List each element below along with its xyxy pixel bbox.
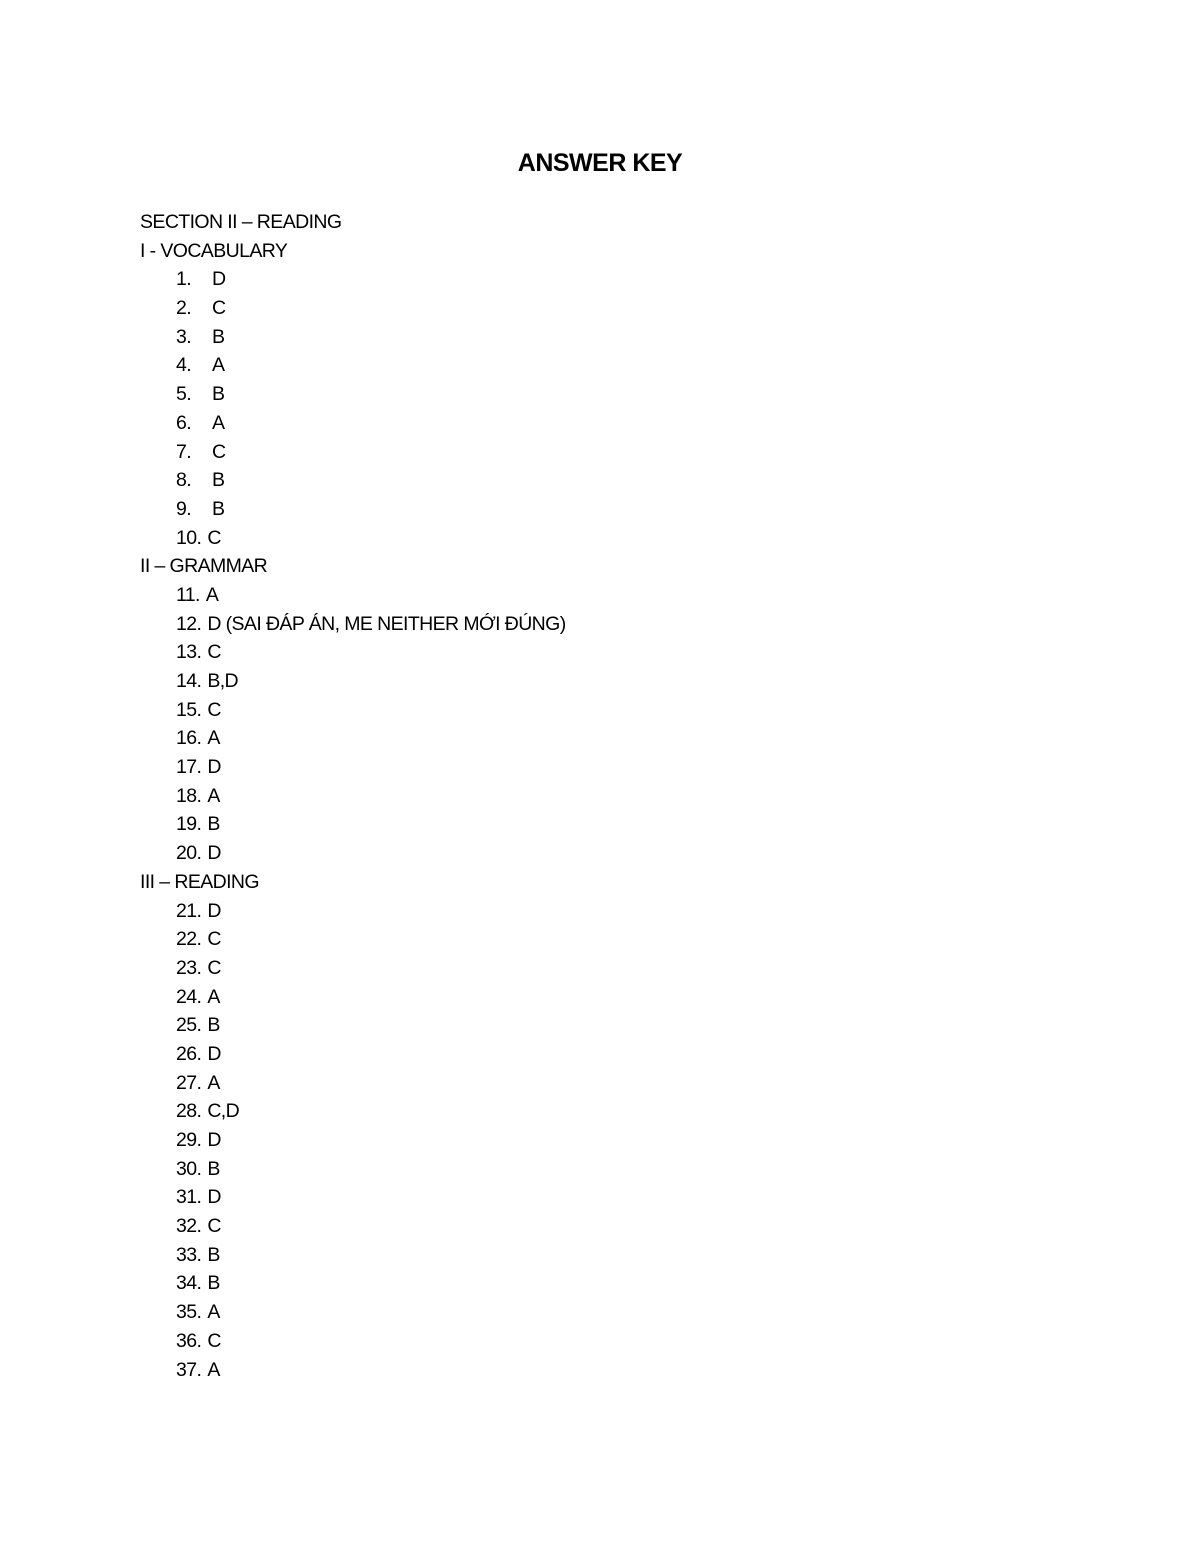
answer-item bbox=[140, 610, 1040, 639]
item-answer: A bbox=[207, 985, 220, 1008]
item-answer: A bbox=[207, 1358, 220, 1381]
item-number: 11. bbox=[176, 583, 200, 606]
item-number: 20. bbox=[176, 842, 202, 865]
part-heading-grammar: II – GRAMMAR bbox=[140, 555, 268, 578]
answer-item bbox=[140, 524, 1040, 553]
item-answer: B bbox=[207, 1157, 220, 1180]
answer-item bbox=[140, 438, 1040, 467]
item-number: 18. bbox=[176, 784, 202, 807]
item-answer: C bbox=[207, 641, 221, 664]
item-answer: C bbox=[207, 526, 221, 549]
answer-item bbox=[140, 1069, 1040, 1098]
item-answer: D bbox=[207, 1042, 221, 1065]
item-answer: A bbox=[212, 411, 225, 434]
item-answer: B bbox=[212, 469, 225, 492]
item-answer: D bbox=[212, 268, 226, 291]
answer-item bbox=[140, 1327, 1040, 1356]
item-number: 4. bbox=[176, 354, 192, 377]
answer-item bbox=[140, 1011, 1040, 1040]
document-title: ANSWER KEY bbox=[517, 149, 683, 177]
item-answer: C,D bbox=[207, 1100, 240, 1123]
item-answer: C bbox=[212, 297, 226, 320]
answer-item bbox=[140, 1298, 1040, 1327]
item-number: 34. bbox=[176, 1272, 202, 1295]
answer-item bbox=[140, 323, 1040, 352]
item-number: 15. bbox=[176, 698, 202, 721]
item-answer: D bbox=[207, 842, 221, 865]
answer-item bbox=[140, 954, 1040, 983]
item-answer: B,D bbox=[207, 670, 239, 692]
item-answer: B bbox=[207, 1014, 220, 1037]
answer-item bbox=[140, 1040, 1040, 1069]
item-number: 21. bbox=[176, 899, 202, 922]
item-answer: A bbox=[207, 1301, 220, 1324]
item-answer: C bbox=[207, 698, 221, 721]
item-number: 3. bbox=[176, 325, 192, 348]
item-answer: B bbox=[207, 1243, 220, 1266]
answer-item bbox=[140, 466, 1040, 495]
answer-item bbox=[140, 1126, 1040, 1155]
answer-item bbox=[140, 1097, 1040, 1126]
section-heading: SECTION II – READING bbox=[140, 211, 342, 233]
item-answer: D (SAI ĐÁP ÁN, ME NEITHER MỚI ĐÚNG) bbox=[207, 612, 566, 635]
item-answer: A bbox=[207, 1071, 220, 1094]
part-heading-vocabulary: I - VOCABULARY bbox=[140, 239, 288, 262]
answer-item bbox=[140, 1241, 1040, 1270]
answer-item bbox=[140, 753, 1040, 782]
item-answer: D bbox=[207, 899, 221, 922]
item-number: 25. bbox=[176, 1014, 202, 1037]
item-answer: B bbox=[207, 813, 220, 836]
answer-item bbox=[140, 1356, 1040, 1385]
item-answer: A bbox=[207, 784, 220, 807]
answer-item bbox=[140, 409, 1040, 438]
answer-item bbox=[140, 897, 1040, 926]
item-number: 28. bbox=[176, 1100, 202, 1123]
item-answer: B bbox=[212, 497, 225, 520]
item-number: 8. bbox=[176, 469, 192, 492]
answer-item bbox=[140, 696, 1040, 725]
item-answer: C bbox=[212, 440, 226, 463]
answer-item bbox=[140, 380, 1040, 409]
answer-item bbox=[140, 638, 1040, 667]
answer-item bbox=[140, 782, 1040, 811]
answer-item bbox=[140, 351, 1040, 380]
item-answer: C bbox=[207, 928, 221, 951]
item-number: 32. bbox=[176, 1215, 202, 1238]
answer-item bbox=[140, 1183, 1040, 1212]
item-answer: D bbox=[207, 756, 221, 779]
item-number: 23. bbox=[176, 956, 202, 979]
item-number: 6. bbox=[176, 411, 192, 434]
item-number: 30. bbox=[176, 1157, 202, 1180]
item-answer: B bbox=[212, 383, 225, 406]
item-number: 9. bbox=[176, 497, 192, 520]
item-answer: A bbox=[205, 583, 219, 606]
item-number: 17. bbox=[176, 756, 202, 779]
item-number: 2. bbox=[176, 297, 192, 320]
item-number: 7. bbox=[176, 440, 192, 463]
item-number: 33. bbox=[176, 1243, 202, 1266]
item-number: 37. bbox=[176, 1358, 202, 1381]
item-answer: C bbox=[207, 1215, 221, 1238]
item-number: 13. bbox=[176, 641, 202, 664]
item-number: 10. bbox=[176, 526, 202, 549]
answer-item bbox=[140, 265, 1040, 294]
item-answer: C bbox=[207, 1329, 221, 1352]
item-number: 22. bbox=[176, 928, 202, 951]
part-heading-reading: III – READING bbox=[140, 870, 259, 893]
answer-item bbox=[140, 839, 1040, 868]
item-number: 29. bbox=[176, 1129, 202, 1151]
answer-item bbox=[140, 925, 1040, 954]
item-number: 12. bbox=[176, 612, 202, 635]
item-answer: A bbox=[207, 727, 220, 750]
answer-item bbox=[140, 724, 1040, 753]
item-number: 26. bbox=[176, 1042, 202, 1065]
item-number: 5. bbox=[176, 383, 192, 406]
document-body bbox=[140, 208, 1040, 1384]
answer-item bbox=[140, 1269, 1040, 1298]
answer-item bbox=[140, 810, 1040, 839]
answer-item bbox=[140, 667, 1040, 696]
answer-item bbox=[140, 294, 1040, 323]
answer-item bbox=[140, 495, 1040, 524]
item-answer: D bbox=[207, 1186, 221, 1209]
item-number: 31. bbox=[176, 1186, 202, 1209]
answer-item bbox=[140, 1212, 1040, 1241]
answer-item bbox=[140, 581, 1040, 610]
item-number: 14. bbox=[176, 670, 202, 692]
item-answer: B bbox=[212, 325, 225, 348]
item-number: 36. bbox=[176, 1329, 202, 1352]
item-number: 24. bbox=[176, 985, 202, 1008]
item-number: 16. bbox=[176, 727, 202, 750]
item-number: 27. bbox=[176, 1071, 202, 1094]
item-answer: D bbox=[207, 1129, 221, 1151]
answer-item bbox=[140, 1155, 1040, 1184]
answer-item bbox=[140, 983, 1040, 1012]
item-answer: A bbox=[212, 354, 225, 377]
item-answer: C bbox=[207, 956, 221, 979]
item-number: 19. bbox=[176, 813, 202, 836]
item-number: 1. bbox=[176, 268, 192, 291]
item-number: 35. bbox=[176, 1301, 202, 1324]
item-answer: B bbox=[207, 1272, 220, 1295]
